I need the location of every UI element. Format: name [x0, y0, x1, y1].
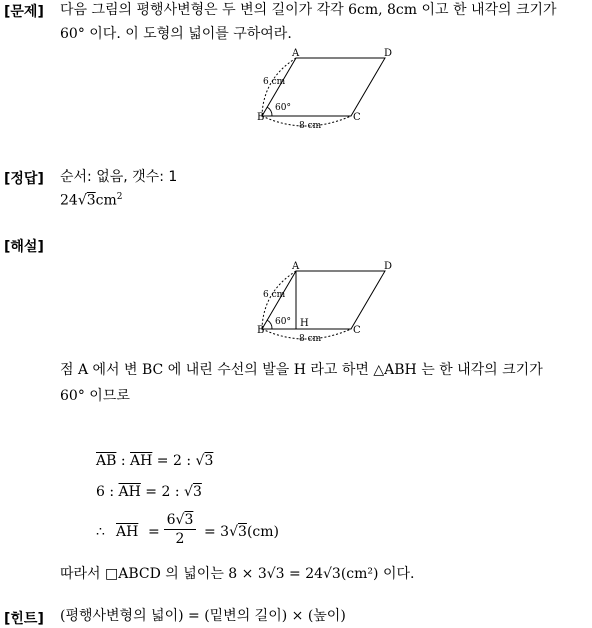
solution-figure-label-h: H	[300, 318, 309, 329]
solution-equation-2: 6 : $\overline{AH} = 2$ : √3	[96, 484, 202, 500]
segment-ah: $\overline{AH}$	[116, 524, 139, 540]
fraction-numerator: 6√3	[164, 512, 196, 530]
solution-figure-side-label: 6 cm	[263, 290, 286, 300]
problem-figure-label-d: D	[384, 48, 393, 59]
problem-text-line1: 다음 그림의 평행사변형은 두 변의 길이가 각각 6cm, 8cm 이고 한 내각의 크기가	[60, 2, 557, 18]
solution-tag: [해설]	[4, 239, 44, 255]
problem-tag: [문제]	[4, 4, 44, 20]
problem-figure-label-c: C	[353, 112, 361, 123]
answer-value: $24√3cm^2$	[60, 192, 123, 209]
solution-equation-3: ∴ $\overline{AH}$ = $\frac{6√3}{2}$ = 3√3(cm)	[96, 512, 279, 547]
fraction	[164, 512, 196, 549]
problem-figure-side-label: 6 cm	[263, 77, 286, 87]
answer-value-radicand: 3	[86, 192, 96, 209]
answer-order-count: 순서: 없음, 갯수: 1	[60, 169, 178, 185]
solution-figure-angle-label: 60°	[275, 317, 291, 327]
problem-figure-label-a: A	[292, 48, 300, 59]
hint-text: (평행사변형의 넓이) = (밑변의 길이) × (높이)	[60, 608, 346, 624]
problem-parallelogram-figure	[255, 44, 405, 134]
answer-value-coef: 24	[60, 192, 78, 209]
segment-ah: $\overline{AH}$	[130, 453, 153, 469]
problem-figure-base-label: 8 cm	[299, 121, 322, 131]
problem-figure-label-b: B	[257, 112, 265, 123]
solution-figure-label-a: A	[292, 261, 300, 272]
answer-value-exp: 2	[116, 192, 123, 202]
solution-text-line1: 점 A 에서 변 BC 에 내린 수선의 발을 H 라고 하면 △ABH 는 한 내각의 크기가	[60, 362, 543, 378]
problem-text-line2: 60° 이다. 이 도형의 넓이를 구하여라.	[60, 26, 292, 42]
solution-figure-base-label: 8 cm	[299, 334, 322, 344]
problem-figure-angle-label: 60°	[275, 103, 291, 113]
answer-value-unit: cm	[95, 192, 117, 209]
solution-figure-label-b: B	[257, 325, 265, 336]
answer-tag: [정답]	[4, 171, 44, 187]
solution-text-line2: 60° 이므로	[60, 388, 130, 404]
solution-parallelogram-figure	[255, 257, 405, 347]
segment-ah: $\overline{AH}$	[118, 484, 141, 500]
solution-figure-label-d: D	[384, 261, 393, 272]
therefore-symbol: ∴	[96, 524, 105, 540]
solution-text-line3: 따라서 □ABCD 의 넓이는 8 × 3√3 = 24√3(cm²) 이다.	[60, 566, 415, 582]
fraction-denominator: 2	[175, 531, 185, 547]
segment-ab: $\overline{AB}$	[96, 453, 117, 469]
solution-figure-label-c: C	[353, 325, 361, 336]
solution-equation-1: $\overline{AB}$ : $\overline{AH} = 2$ : √3	[96, 453, 214, 469]
hint-tag: [힌트]	[4, 611, 44, 627]
